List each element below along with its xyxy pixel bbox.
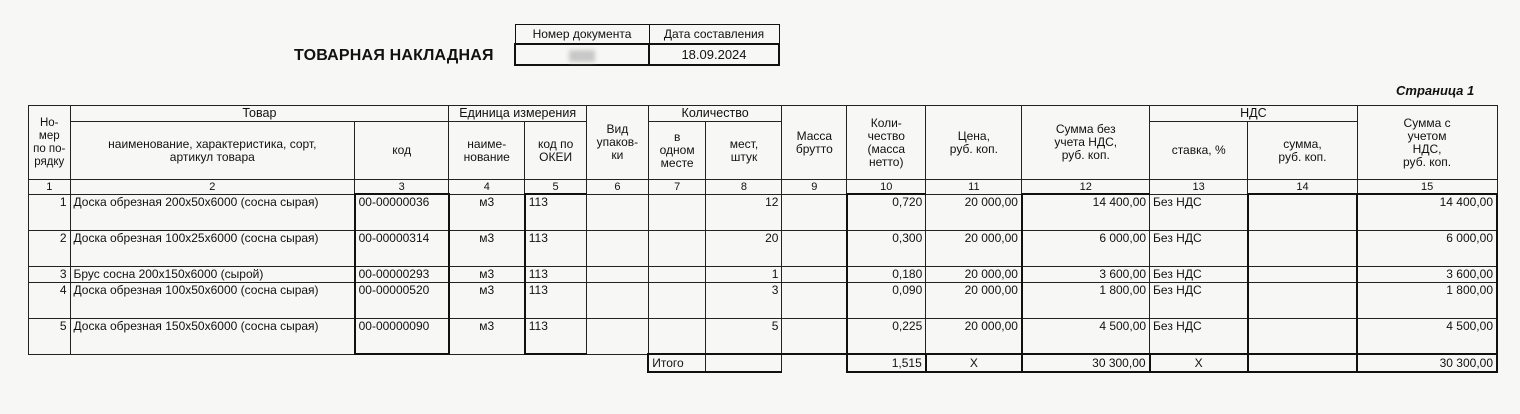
row-qty: 0,090 (847, 282, 926, 318)
row-number: 2 (29, 230, 71, 266)
row-places: 20 (706, 230, 782, 266)
col-number: 3 (355, 180, 449, 195)
row-pack-type (587, 230, 649, 266)
row-unit: м3 (449, 318, 525, 354)
header-unit: Единица измерения (449, 106, 587, 122)
header-goods-code: код (355, 122, 449, 180)
row-vat-sum (1248, 194, 1357, 230)
row-pack-type (587, 318, 649, 354)
row-number: 4 (29, 282, 71, 318)
header-sum-no-vat: Сумма без учета НДС, руб. коп. (1022, 106, 1150, 180)
row-qty-in-place (648, 230, 706, 266)
col-number: 9 (782, 180, 847, 195)
row-unit: м3 (449, 266, 525, 282)
row-name: Доска обрезная 150х50х6000 (сосна сырая) (70, 318, 355, 354)
col-number: 15 (1357, 180, 1497, 195)
row-vat-sum (1248, 318, 1357, 354)
row-total: 4 500,00 (1357, 318, 1497, 354)
totals-vat-rate: X (1150, 354, 1248, 372)
totals-vat-sum (1248, 354, 1357, 372)
row-unit: м3 (449, 282, 525, 318)
row-places: 12 (706, 194, 782, 230)
row-sum: 4 500,00 (1022, 318, 1150, 354)
row-total: 1 800,00 (1357, 282, 1497, 318)
row-vat-sum (1248, 230, 1357, 266)
header-vat: НДС (1150, 106, 1358, 122)
row-okei: 113 (525, 230, 587, 266)
row-gross-mass (782, 266, 847, 282)
row-okei: 113 (525, 194, 587, 230)
table-row (29, 282, 1498, 318)
totals-qty: 1,515 (847, 354, 926, 372)
document-title: ТОВАРНАЯ НАКЛАДНАЯ (294, 47, 494, 64)
row-okei: 113 (525, 282, 587, 318)
header-gross-mass: Масса брутто (782, 106, 847, 180)
col-number: 4 (449, 180, 525, 195)
table-row (29, 194, 1498, 230)
table-row (29, 266, 1498, 282)
row-name: Брус сосна 200х150х6000 (сырой) (70, 266, 355, 282)
row-price: 20 000,00 (926, 318, 1022, 354)
row-places: 3 (706, 282, 782, 318)
row-vat-rate: Без НДС (1150, 318, 1248, 354)
row-places: 5 (706, 318, 782, 354)
row-pack-type (587, 282, 649, 318)
row-code: 00-00000293 (355, 266, 449, 282)
row-unit: м3 (449, 230, 525, 266)
row-unit: м3 (449, 194, 525, 230)
row-places: 1 (706, 266, 782, 282)
row-pack-type (587, 194, 649, 230)
row-number: 3 (29, 266, 71, 282)
date-label: Дата составления (649, 25, 779, 45)
page-label: Страница 1 (1396, 83, 1475, 98)
row-qty: 0,300 (847, 230, 926, 266)
header-goods-name: наименование, характеристика, сорт, артикул товара (70, 122, 355, 180)
row-vat-sum (1248, 282, 1357, 318)
col-number: 6 (587, 180, 649, 195)
row-qty-in-place (648, 194, 706, 230)
row-gross-mass (782, 318, 847, 354)
header-unit-okei: код по ОКЕИ (525, 122, 587, 180)
row-name: Доска обрезная 100х50х6000 (сосна сырая) (70, 282, 355, 318)
row-sum: 3 600,00 (1022, 266, 1150, 282)
row-price: 20 000,00 (926, 230, 1022, 266)
header-qty-places: мест, штук (706, 122, 782, 180)
row-gross-mass (782, 282, 847, 318)
header-num: Но- мер по по- рядку (29, 106, 71, 180)
header-vat-rate: ставка, % (1150, 122, 1248, 180)
row-sum: 6 000,00 (1022, 230, 1150, 266)
table-row (29, 230, 1498, 266)
row-sum: 1 800,00 (1022, 282, 1150, 318)
col-number: 5 (525, 180, 587, 195)
row-vat-rate: Без НДС (1150, 194, 1248, 230)
header-price: Цена, руб. коп. (926, 106, 1022, 180)
totals-label: Итого (648, 354, 706, 372)
row-gross-mass (782, 230, 847, 266)
column-numbers-row (29, 180, 1498, 195)
row-okei: 113 (525, 318, 587, 354)
header-net-qty: Коли- чество (масса нетто) (847, 106, 926, 180)
col-number: 13 (1150, 180, 1248, 195)
row-qty: 0,720 (847, 194, 926, 230)
totals-places (706, 354, 782, 372)
header-goods: Товар (70, 106, 449, 122)
row-vat-rate: Без НДС (1150, 230, 1248, 266)
row-qty: 0,180 (847, 266, 926, 282)
date-value: 18.09.2024 (649, 44, 779, 65)
header-vat-sum: сумма, руб. коп. (1248, 122, 1357, 180)
doc-number-label: Номер документа (515, 25, 649, 45)
row-price: 20 000,00 (926, 282, 1022, 318)
row-qty-in-place (648, 266, 706, 282)
row-vat-rate: Без НДС (1150, 282, 1248, 318)
row-qty-in-place (648, 318, 706, 354)
header-pack-type: Вид упаков- ки (587, 106, 649, 180)
totals-sum: 30 300,00 (1022, 354, 1150, 372)
col-number: 10 (847, 180, 926, 195)
document-header-table (514, 24, 780, 66)
header-qty-in-place: в одном месте (648, 122, 706, 180)
doc-number-value (515, 44, 649, 65)
row-price: 20 000,00 (926, 194, 1022, 230)
row-total: 14 400,00 (1357, 194, 1497, 230)
row-price: 20 000,00 (926, 266, 1022, 282)
col-number: 8 (706, 180, 782, 195)
row-total: 3 600,00 (1357, 266, 1497, 282)
row-code: 00-00000314 (355, 230, 449, 266)
row-qty: 0,225 (847, 318, 926, 354)
row-name: Доска обрезная 100х25х6000 (сосна сырая) (70, 230, 355, 266)
col-number: 7 (648, 180, 706, 195)
row-okei: 113 (525, 266, 587, 282)
header-sum-with-vat: Сумма с учетом НДС, руб. коп. (1357, 106, 1497, 180)
row-pack-type (587, 266, 649, 282)
col-number: 14 (1248, 180, 1357, 195)
totals-row (29, 354, 1498, 372)
row-sum: 14 400,00 (1022, 194, 1150, 230)
redacted-number (569, 50, 595, 62)
row-total: 6 000,00 (1357, 230, 1497, 266)
row-number: 1 (29, 194, 71, 230)
row-number: 5 (29, 318, 71, 354)
row-code: 00-00000520 (355, 282, 449, 318)
row-name: Доска обрезная 200х50х6000 (сосна сырая) (70, 194, 355, 230)
totals-price: X (926, 354, 1022, 372)
header-qty: Количество (648, 106, 782, 122)
row-code: 00-00000090 (355, 318, 449, 354)
col-number: 11 (926, 180, 1022, 195)
header-unit-name: наиме- нование (449, 122, 525, 180)
row-gross-mass (782, 194, 847, 230)
totals-total: 30 300,00 (1357, 354, 1497, 372)
col-number: 1 (29, 180, 71, 195)
row-vat-rate: Без НДС (1150, 266, 1248, 282)
col-number: 2 (70, 180, 355, 195)
col-number: 12 (1022, 180, 1150, 195)
table-row (29, 318, 1498, 354)
row-vat-sum (1248, 266, 1357, 282)
invoice-table (28, 105, 1498, 373)
row-qty-in-place (648, 282, 706, 318)
row-code: 00-00000036 (355, 194, 449, 230)
